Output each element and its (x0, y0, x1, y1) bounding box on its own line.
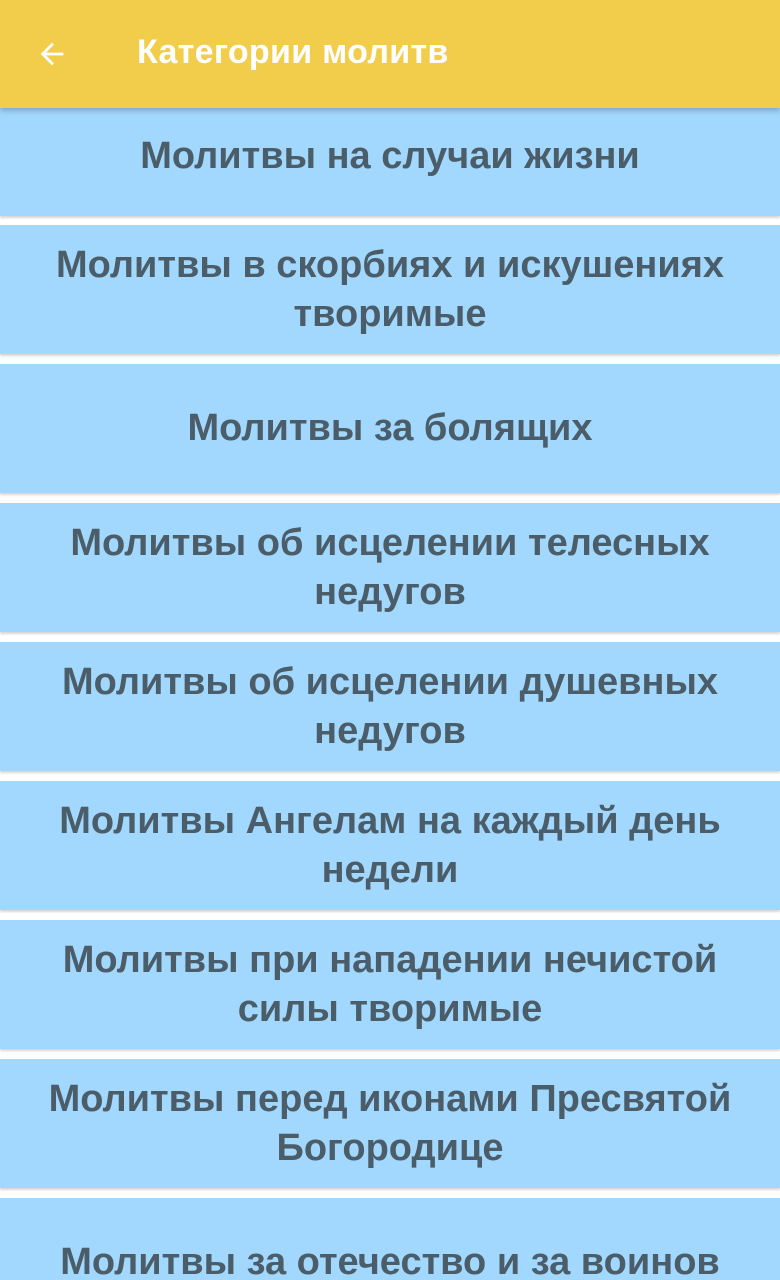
category-label: Молитвы Ангелам на каждый день недели (59, 799, 721, 891)
category-item-mental-healing[interactable] (0, 642, 780, 771)
category-item-for-sick[interactable] (0, 364, 780, 493)
category-label: Молитвы на случаи жизни (140, 135, 640, 177)
category-item-fatherland-warriors[interactable] (0, 1198, 780, 1280)
category-label: Молитвы в скорбиях и искушениях творимые (55, 243, 725, 335)
category-label: Молитвы об исцелении душевных недугов (61, 660, 719, 752)
category-list[interactable] (0, 108, 780, 1280)
back-button[interactable] (20, 26, 84, 86)
category-label: Молитвы за болящих (187, 407, 593, 449)
page-title: Категории молитв (137, 33, 449, 71)
category-label: Молитвы при нападении нечистой силы творимые (62, 938, 718, 1030)
category-item-bodily-healing[interactable] (0, 503, 780, 632)
arrow-left-icon (35, 37, 69, 76)
category-label: Молитвы об исцелении телесных недугов (70, 521, 710, 613)
app-bar (0, 0, 780, 108)
category-item-sorrows-temptations[interactable] (0, 225, 780, 354)
category-item-angels-weekdays[interactable] (0, 781, 780, 910)
category-label: Молитвы перед иконами Пресвятой Богородице (48, 1077, 732, 1169)
category-item-theotokos-icons[interactable] (0, 1059, 780, 1188)
category-item-unclean-force[interactable] (0, 920, 780, 1049)
category-label: Молитвы за отечество и за воинов (60, 1241, 720, 1280)
category-item-life-situations[interactable] (0, 108, 780, 216)
